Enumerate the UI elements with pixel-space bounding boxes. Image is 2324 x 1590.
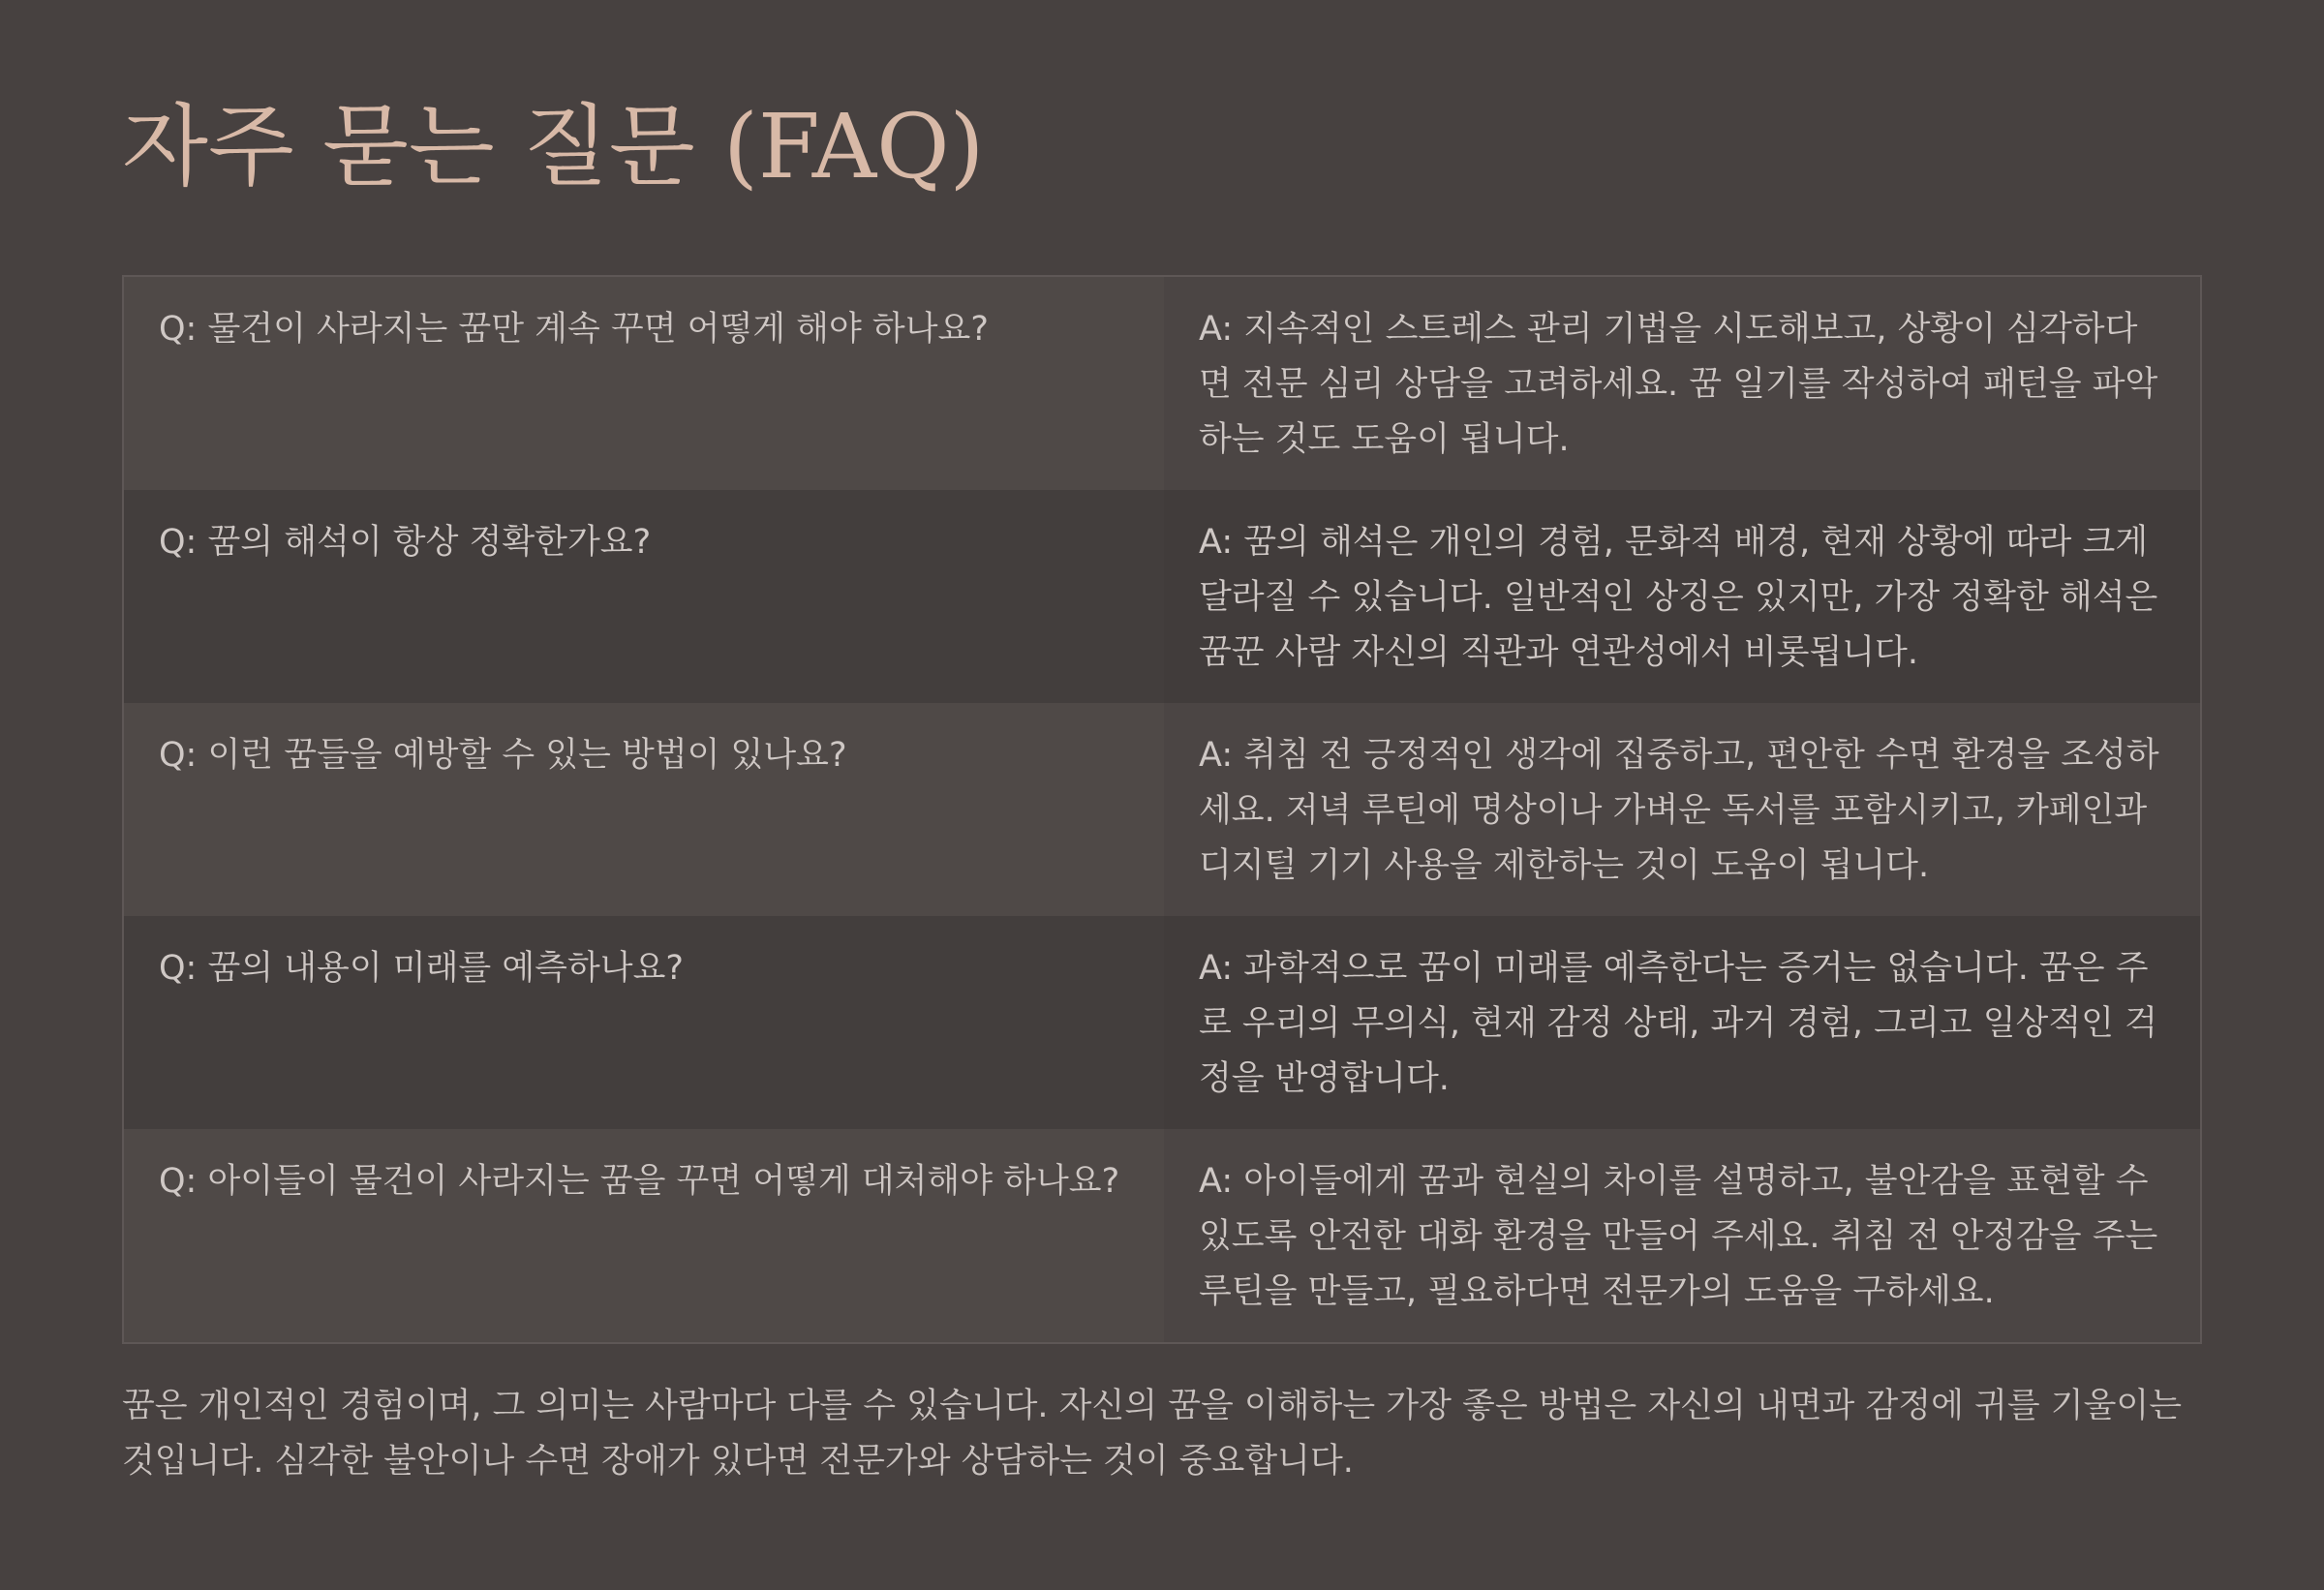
- faq-answer: A: 취침 전 긍정적인 생각에 집중하고, 편안한 수면 환경을 조성하세요. 저녁 루틴에 명상이나 가벼운 독서를 포함시키고, 카페인과 디지털 기기 사용을 제한하는 것이 도움이 됩니다.: [1164, 703, 2200, 916]
- faq-row: [124, 277, 2200, 490]
- faq-table: [122, 275, 2202, 1344]
- faq-row: [124, 1129, 2200, 1342]
- faq-row: [124, 703, 2200, 916]
- faq-row: [124, 916, 2200, 1129]
- faq-question: Q: 꿈의 해석이 항상 정확한가요?: [124, 490, 1164, 703]
- faq-row: [124, 490, 2200, 703]
- faq-answer: A: 꿈의 해석은 개인의 경험, 문화적 배경, 현재 상황에 따라 크게 달라질 수 있습니다. 일반적인 상징은 있지만, 가장 정확한 해석은 꿈꾼 사람 자신의 직관과 연관성에서 비롯됩니다.: [1164, 490, 2200, 703]
- faq-question: Q: 아이들이 물건이 사라지는 꿈을 꾸면 어떻게 대처해야 하나요?: [124, 1129, 1164, 1342]
- faq-answer: A: 과학적으로 꿈이 미래를 예측한다는 증거는 없습니다. 꿈은 주로 우리의 무의식, 현재 감정 상태, 과거 경험, 그리고 일상적인 걱정을 반영합니다.: [1164, 916, 2200, 1129]
- faq-question: Q: 물건이 사라지는 꿈만 계속 꾸면 어떻게 해야 하나요?: [124, 277, 1164, 490]
- faq-question: Q: 꿈의 내용이 미래를 예측하나요?: [124, 916, 1164, 1129]
- faq-answer: A: 아이들에게 꿈과 현실의 차이를 설명하고, 불안감을 표현할 수 있도록 안전한 대화 환경을 만들어 주세요. 취침 전 안정감을 주는 루틴을 만들고, 필요하다면 전문가의 도움을 구하세요.: [1164, 1129, 2200, 1342]
- faq-answer: A: 지속적인 스트레스 관리 기법을 시도해보고, 상황이 심각하다면 전문 심리 상담을 고려하세요. 꿈 일기를 작성하여 패턴을 파악하는 것도 도움이 됩니다.: [1164, 277, 2200, 490]
- footer-note: 꿈은 개인적인 경험이며, 그 의미는 사람마다 다를 수 있습니다. 자신의 꿈을 이해하는 가장 좋은 방법은 자신의 내면과 감정에 귀를 기울이는 것입니다. 심각한 불안이나 수면 장애가 있다면 전문가와 상담하는 것이 중요합니다.: [122, 1387, 2183, 1481]
- faq-question: Q: 이런 꿈들을 예방할 수 있는 방법이 있나요?: [124, 703, 1164, 916]
- page-title: 자주 묻는 질문 (FAQ): [122, 95, 985, 199]
